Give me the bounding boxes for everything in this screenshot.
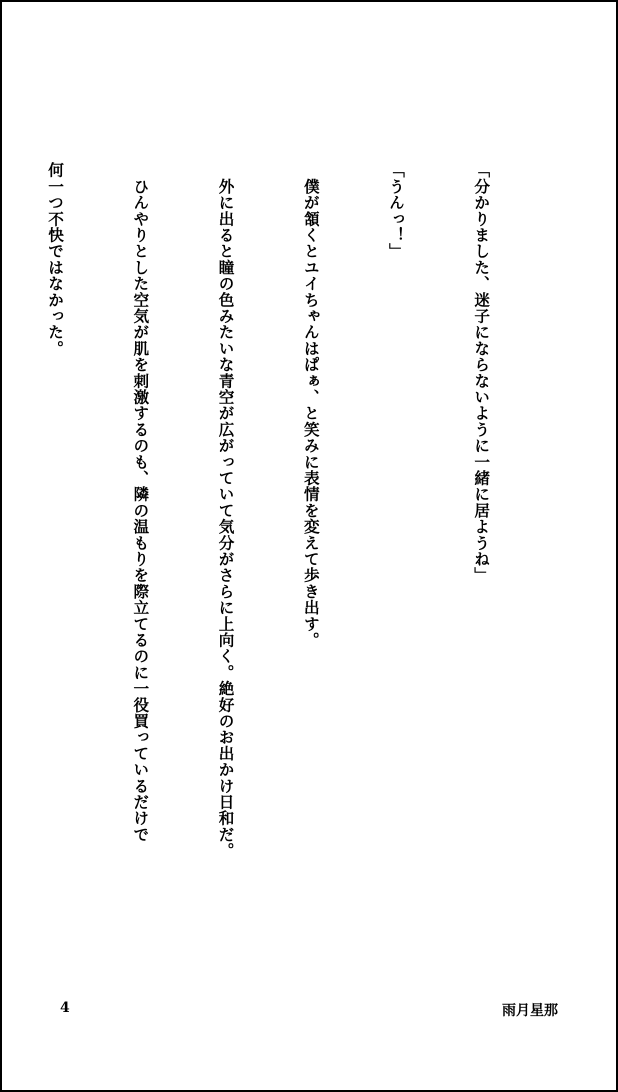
text-line: 「分かりました、迷子にならないように一緒に居ようね」 (472, 162, 492, 584)
body-text-vertical (0, 162, 552, 942)
text-line: 外に出ると瞳の色みたいな青空が広がっていて気分がさらに上向く。絶好のお出かけ日和だ。 (216, 162, 236, 859)
text-line: 僕が頷くとユイちゃんはぱぁ、と笑みに表情を変えて歩き出す。 (301, 162, 321, 648)
text-line: ひんやりとした空気が肌を刺激するのも、隣の温もりを際立てるのに一役買っているだけで (131, 162, 151, 843)
text-line: 「うんっ！」 (386, 162, 406, 260)
page-number: 4 (60, 1000, 70, 1016)
author-name: 雨月星那 (502, 1003, 558, 1019)
text-line: 何一つ不快ではなかった。 (46, 162, 66, 357)
